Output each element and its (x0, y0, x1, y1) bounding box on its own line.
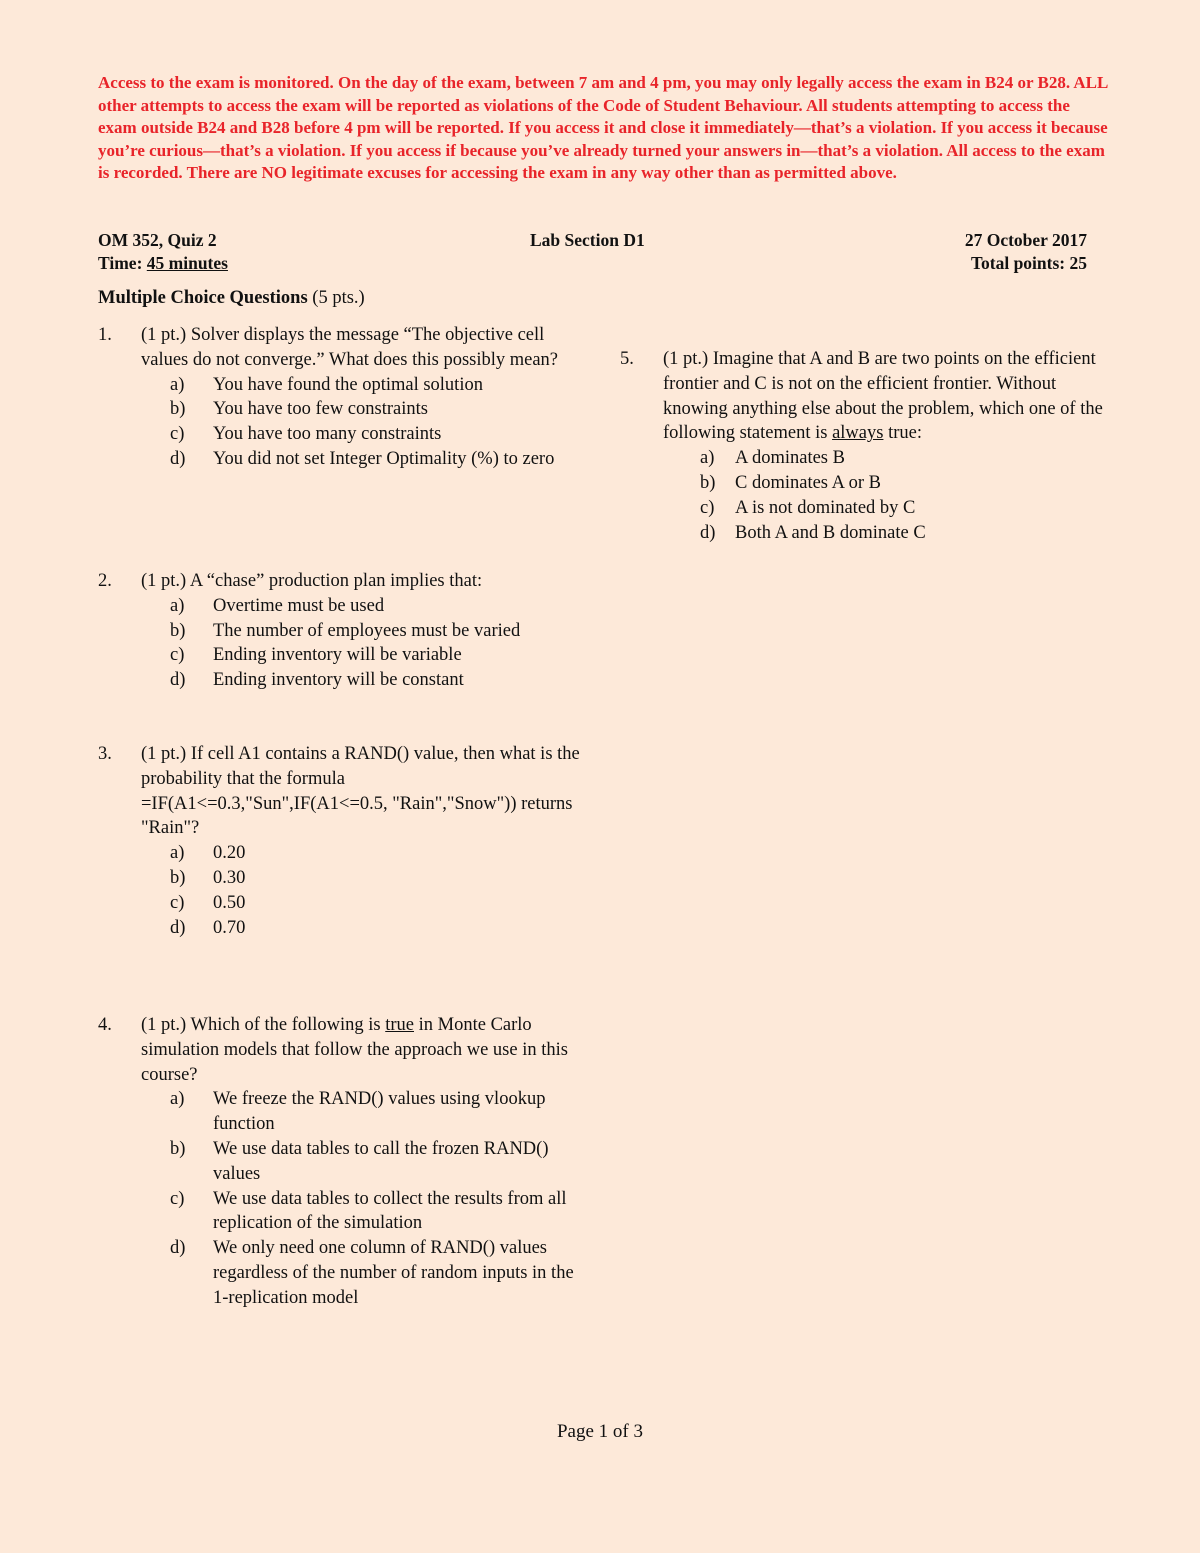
option-label: a) (170, 595, 185, 616)
question-2 (98, 569, 588, 693)
option-text: 0.70 (213, 917, 246, 938)
stem-underlined: always (832, 423, 884, 444)
option-text: We use data tables to call the frozen RAND() values (213, 1138, 549, 1184)
option-text: You have too many constraints (213, 424, 442, 445)
option-label: a) (700, 448, 715, 469)
option-b[interactable] (98, 397, 588, 422)
lab-section: Lab Section D1 (530, 230, 645, 250)
option-label: d) (170, 670, 186, 691)
question-3 (98, 742, 588, 940)
option-a[interactable] (98, 841, 588, 866)
option-label: c) (170, 424, 185, 445)
question-5 (620, 347, 1110, 545)
option-b[interactable] (98, 866, 588, 891)
option-d[interactable] (98, 916, 588, 941)
question-number: 2. (98, 571, 112, 591)
notice-text: Access to the exam is monitored. On the day of the exam, between 7 am and 4 pm, you may only legally access the exam in B24 or B28. ALL other attempts to access the exam will be reported as violations of the Code of Student Behaviour. All students attempting to access the exam outside B24 and B28 before 4 pm will be reported. If you access it and close it immediately—that’s a violation. If you access it because you’re curious—that’s a violation. If you access if because you’ve already turned your answers in—that’s a violation. All access to the exam is recorded. There are NO legitimate excuses for accessing the exam in any way other than as permitted above. (98, 73, 1108, 183)
question-stem: (1 pt.) A “chase” production plan implies that: (141, 571, 483, 591)
option-text: C dominates A or B (735, 472, 881, 493)
option-text: We freeze the RAND() values using vlookup function (213, 1089, 546, 1135)
option-text: Ending inventory will be constant (213, 670, 464, 691)
option-text: You have too few constraints (213, 399, 428, 420)
option-d[interactable] (98, 668, 588, 693)
question-stem (141, 1013, 588, 1087)
question-1 (98, 323, 588, 472)
option-label: c) (170, 1188, 185, 1209)
option-label: a) (170, 843, 185, 864)
course-title: OM 352, Quiz 2 (98, 230, 217, 250)
section-heading (98, 286, 365, 310)
option-text: 0.50 (213, 892, 246, 913)
option-label: b) (170, 867, 186, 888)
option-label: d) (170, 448, 186, 469)
option-b[interactable] (98, 1137, 588, 1187)
option-text: You have found the optimal solution (213, 374, 483, 395)
option-label: b) (170, 399, 186, 420)
option-c[interactable] (98, 422, 588, 447)
option-label: c) (170, 645, 185, 666)
time-value: 45 minutes (146, 253, 228, 273)
option-list (98, 1087, 588, 1310)
option-text: We use data tables to collect the results from all replication of the simulation (213, 1188, 567, 1234)
option-text: A is not dominated by C (735, 497, 916, 518)
option-a[interactable] (98, 594, 588, 619)
question-number: 1. (98, 325, 112, 345)
option-d[interactable] (620, 521, 1110, 546)
option-list (98, 594, 588, 693)
question-stem (663, 347, 1110, 446)
option-text: We only need one column of RAND() values regardless of the number of random inputs in the 1-replication model (213, 1238, 574, 1308)
option-c[interactable] (620, 496, 1110, 521)
option-list (620, 446, 1110, 545)
option-a[interactable] (98, 373, 588, 398)
question-stem: (1 pt.) If cell A1 contains a RAND() value, then what is the probability that the formula =IF(A1<=0.3,"Sun",IF(A1<=0.5, "Rain","Snow")) returns "Rain"? (141, 744, 580, 839)
section-points: (5 pts.) (307, 288, 365, 308)
option-b[interactable] (620, 471, 1110, 496)
option-label: a) (170, 374, 185, 395)
header-left (98, 229, 228, 275)
option-label: d) (170, 917, 186, 938)
question-number: 4. (98, 1015, 112, 1035)
option-d[interactable] (98, 1236, 588, 1310)
header-right (965, 229, 1087, 275)
option-label: a) (170, 1089, 185, 1110)
stem-underlined: true (385, 1015, 414, 1035)
page-number: Page 1 of 3 (556, 1421, 643, 1442)
option-label: b) (170, 620, 186, 641)
option-a[interactable] (620, 446, 1110, 471)
question-number: 3. (98, 744, 112, 764)
option-text: A dominates B (735, 448, 845, 469)
option-label: c) (700, 497, 715, 518)
option-c[interactable] (98, 643, 588, 668)
section-title: Multiple Choice Questions (98, 288, 308, 308)
exam-access-notice (98, 72, 1108, 185)
option-text: Ending inventory will be variable (213, 645, 462, 666)
question-number: 5. (620, 349, 634, 369)
stem-text-post: in Monte Carlo simulation models that follow the approach we use in this course? (141, 1015, 568, 1085)
option-d[interactable] (98, 447, 588, 472)
option-c[interactable] (98, 891, 588, 916)
option-list (98, 373, 588, 472)
option-c[interactable] (98, 1187, 588, 1237)
option-list (98, 841, 588, 940)
option-label: d) (700, 522, 716, 543)
question-4 (98, 1013, 588, 1311)
question-stem: (1 pt.) Solver displays the message “The objective cell values do not converge.” What does this possibly mean? (141, 325, 559, 370)
option-text: Overtime must be used (213, 595, 385, 616)
time-label: Time: (98, 253, 147, 273)
option-text: 0.20 (213, 843, 246, 864)
option-label: d) (170, 1238, 186, 1259)
exam-date: 27 October 2017 (964, 230, 1087, 250)
option-b[interactable] (98, 619, 588, 644)
option-text: Both A and B dominate C (735, 522, 926, 543)
time-line (98, 252, 228, 275)
total-points: Total points: 25 (970, 253, 1087, 273)
option-text: The number of employees must be varied (213, 620, 521, 641)
option-a[interactable] (98, 1087, 588, 1137)
stem-text-pre: (1 pt.) Imagine that A and B are two points on the efficient frontier and C is not on the efficient frontier. Without knowing anything else about the problem, which one of the following statement is (663, 349, 1103, 444)
stem-text-pre: (1 pt.) Which of the following is (141, 1015, 386, 1035)
option-label: b) (700, 472, 716, 493)
stem-text-post: true: (883, 423, 922, 444)
option-label: c) (170, 892, 185, 913)
option-text: 0.30 (213, 867, 246, 888)
option-text: You did not set Integer Optimality (%) to zero (213, 448, 555, 469)
option-label: b) (170, 1138, 186, 1159)
